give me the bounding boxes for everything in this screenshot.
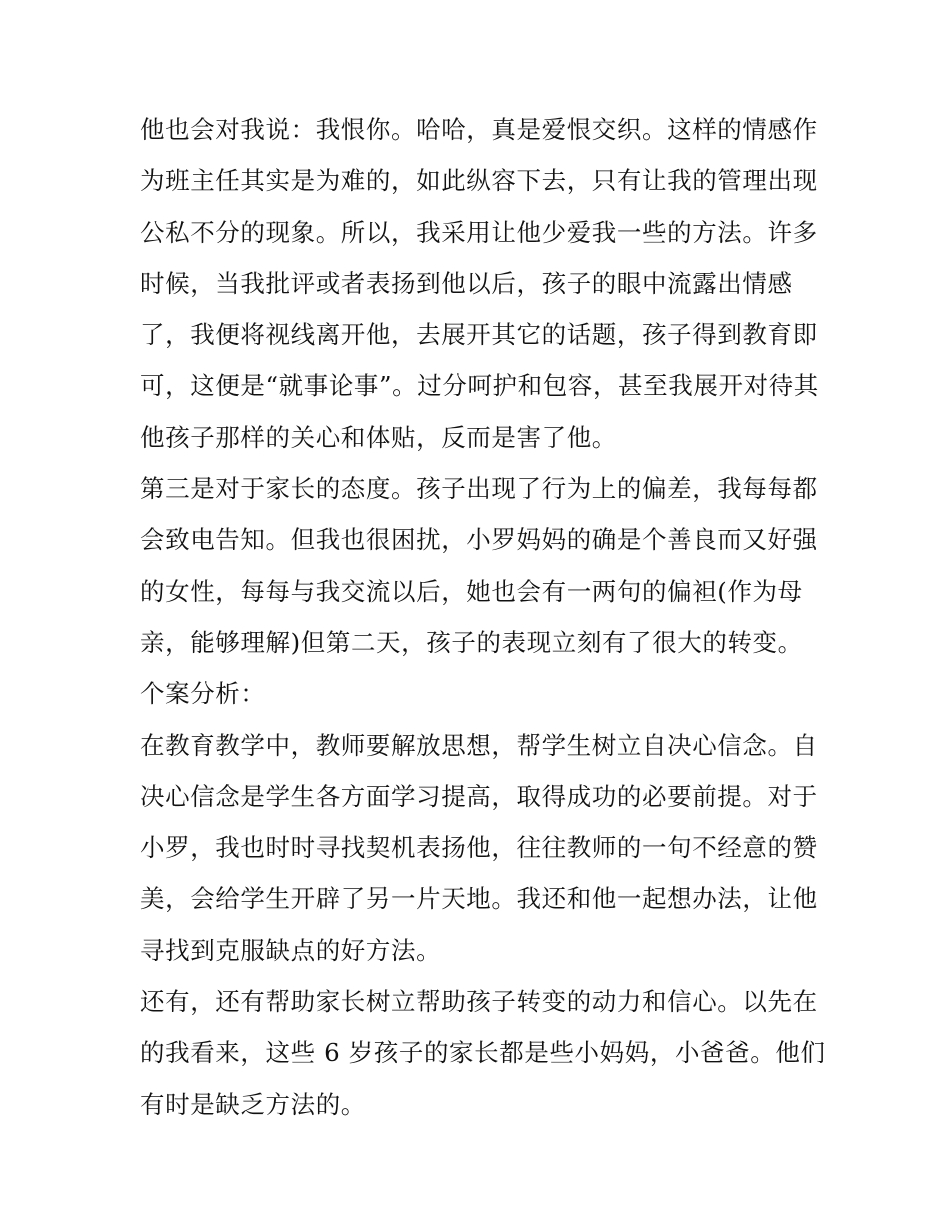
document-body [140, 104, 826, 1130]
text-line: 的我看来，这些 6 岁孩子的家长都是些小妈妈，小爸爸。他们 [140, 1038, 826, 1068]
text-line: 寻找到克服缺点的好方法。 [140, 935, 442, 965]
text-line: 有时是缺乏方法的。 [140, 1089, 366, 1119]
text-line: 的女性，每每与我交流以后，她也会有一两句的偏袒(作为母 [140, 576, 803, 606]
text-line: 小罗，我也时时寻找契机表扬他，往往教师的一句不经意的赞 [140, 833, 818, 863]
text-line: 可，这便是“就事论事”。过分呵护和包容，甚至我展开对待其 [140, 371, 819, 401]
section-heading: 个案分析： [140, 679, 266, 709]
text-line: 亲，能够理解)但第二天，孩子的表现立刻有了很大的转变。 [140, 627, 803, 657]
text-line: 美，会给学生开辟了另一片天地。我还和他一起想办法，让他 [140, 884, 818, 914]
text-line: 他孩子那样的关心和体贴，反而是害了他。 [140, 422, 617, 452]
text-line: 还有，还有帮助家长树立帮助孩子转变的动力和信心。以先在 [140, 987, 818, 1017]
text-line: 他也会对我说：我恨你。哈哈，真是爱恨交织。这样的情感作 [140, 115, 818, 144]
text-line: 在教育教学中，教师要解放思想，帮学生树立自决心信念。自 [140, 730, 818, 760]
text-line: 第三是对于家长的态度。孩子出现了行为上的偏差，我每每都 [140, 474, 818, 504]
text-line: 会致电告知。但我也很困扰，小罗妈妈的确是个善良而又好强 [140, 525, 818, 555]
text-line: 了，我便将视线离开他，去展开其它的话题，孩子得到教育即 [140, 320, 818, 350]
text-line: 为班主任其实是为难的，如此纵容下去，只有让我的管理出现 [140, 166, 818, 196]
text-line: 决心信念是学生各方面学习提高，取得成功的必要前提。对于 [140, 781, 818, 811]
text-line: 公私不分的现象。所以，我采用让他少爱我一些的方法。许多 [140, 217, 818, 247]
text-line: 时候，当我批评或者表扬到他以后，孩子的眼中流露出情感 [140, 268, 793, 298]
